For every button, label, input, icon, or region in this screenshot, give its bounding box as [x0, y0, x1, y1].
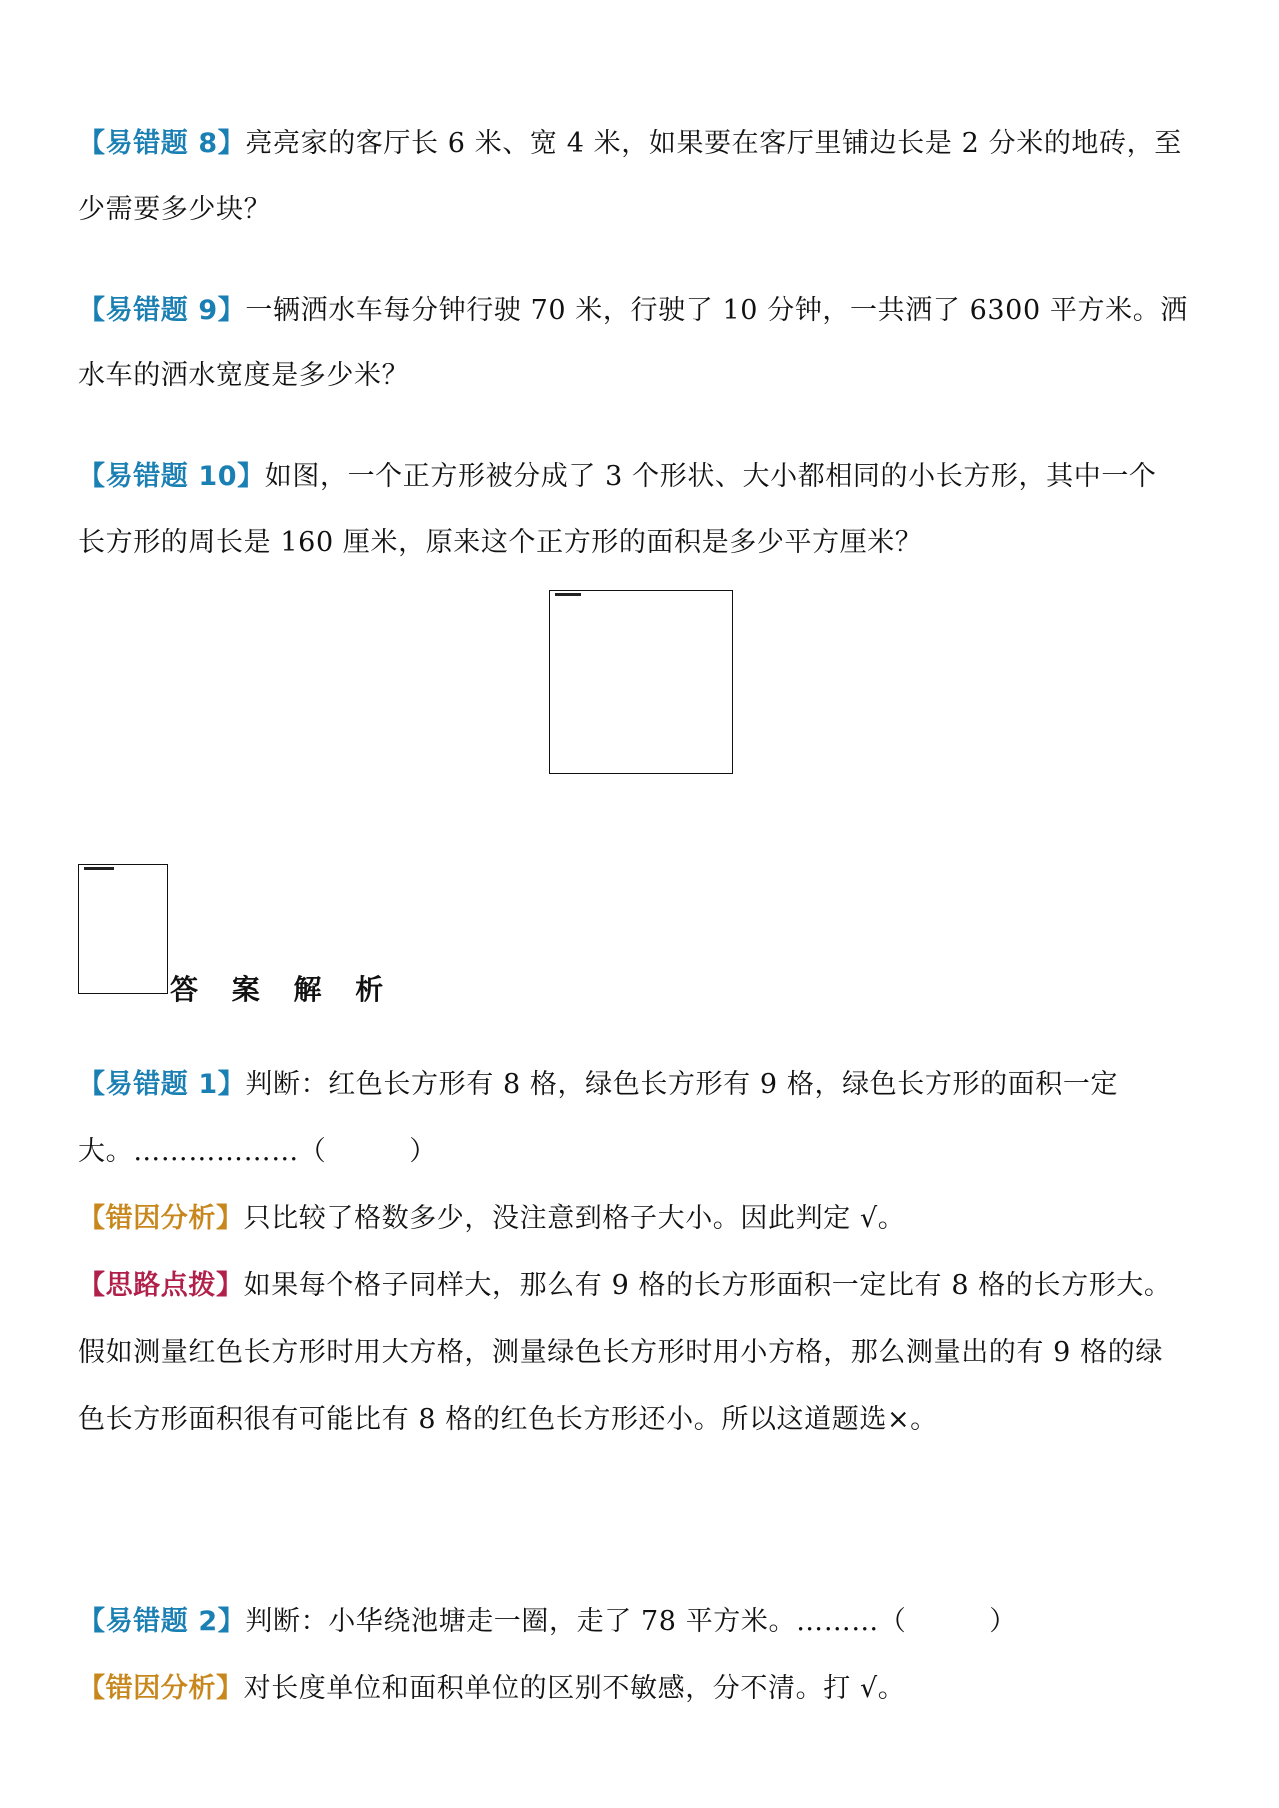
a1-hint-tag: 【思路点拨】 — [78, 1270, 244, 1301]
q8-tag: 【易错题 8】 — [78, 128, 246, 159]
a2-error-tag: 【错因分析】 — [78, 1673, 244, 1704]
a1-hint-line1 — [78, 1266, 1172, 1306]
q8-text-line2: 少需要多少块？ — [78, 194, 272, 225]
a1-tag: 【易错题 1】 — [78, 1069, 246, 1100]
a1-hint-text-line1: 如果每个格子同样大，那么有 9 格的长方形面积一定比有 8 格的长方形大。 — [243, 1270, 1172, 1301]
a1-line1 — [78, 1065, 1118, 1105]
a1-hint-text-line2: 假如测量红色长方形时用大方格，测量绿色长方形时用小方格，那么测量出的有 9 格的绿 — [78, 1337, 1163, 1368]
a1-text-line1: 判断：红色长方形有 8 格，绿色长方形有 9 格，绿色长方形的面积一定 — [245, 1069, 1119, 1100]
q10-tag: 【易错题 10】 — [78, 461, 265, 492]
answer-section-heading: 答 案 解 析 — [170, 973, 396, 1006]
a1-hint-text-line3: 色长方形面积很有可能比有 8 格的红色长方形还小。所以这道题选×。 — [78, 1404, 938, 1435]
a2-text-line1: 判断：小华绕池塘走一圈，走了 78 平方米。………（ ） — [245, 1606, 1017, 1637]
square-figure — [549, 590, 733, 774]
a2-tag: 【易错题 2】 — [78, 1606, 246, 1637]
q9-line1 — [78, 291, 1188, 331]
section-image-placeholder — [78, 864, 168, 994]
q8-text-line1: 亮亮家的客厅长 6 米、宽 4 米，如果要在客厅里铺边长是 2 分米的地砖，至 — [245, 128, 1182, 159]
figure-image-marker — [555, 593, 581, 596]
a1-text-line2: 大。………………（ ） — [78, 1136, 437, 1167]
q10-text-line2: 长方形的周长是 160 厘米，原来这个正方形的面积是多少平方厘米？ — [78, 527, 923, 558]
a1-error-tag: 【错因分析】 — [78, 1203, 244, 1234]
q10-line1 — [78, 457, 1157, 497]
a2-error-analysis — [78, 1669, 905, 1709]
a2-error-text: 对长度单位和面积单位的区别不敏感，分不清。打 √。 — [243, 1673, 906, 1704]
q10-text-line1: 如图，一个正方形被分成了 3 个形状、大小都相同的小长方形，其中一个 — [264, 461, 1157, 492]
q8-line1 — [78, 124, 1182, 164]
q9-tag: 【易错题 9】 — [78, 295, 246, 326]
q9-text-line2: 水车的洒水宽度是多少米？ — [78, 360, 410, 391]
a1-error-analysis — [78, 1199, 905, 1239]
a2-line1 — [78, 1602, 1017, 1642]
placeholder-image-marker — [84, 867, 114, 870]
q9-text-line1: 一辆洒水车每分钟行驶 70 米，行驶了 10 分钟，一共洒了 6300 平方米。洒 — [245, 295, 1188, 326]
a1-error-text: 只比较了格数多少，没注意到格子大小。因此判定 √。 — [243, 1203, 906, 1234]
